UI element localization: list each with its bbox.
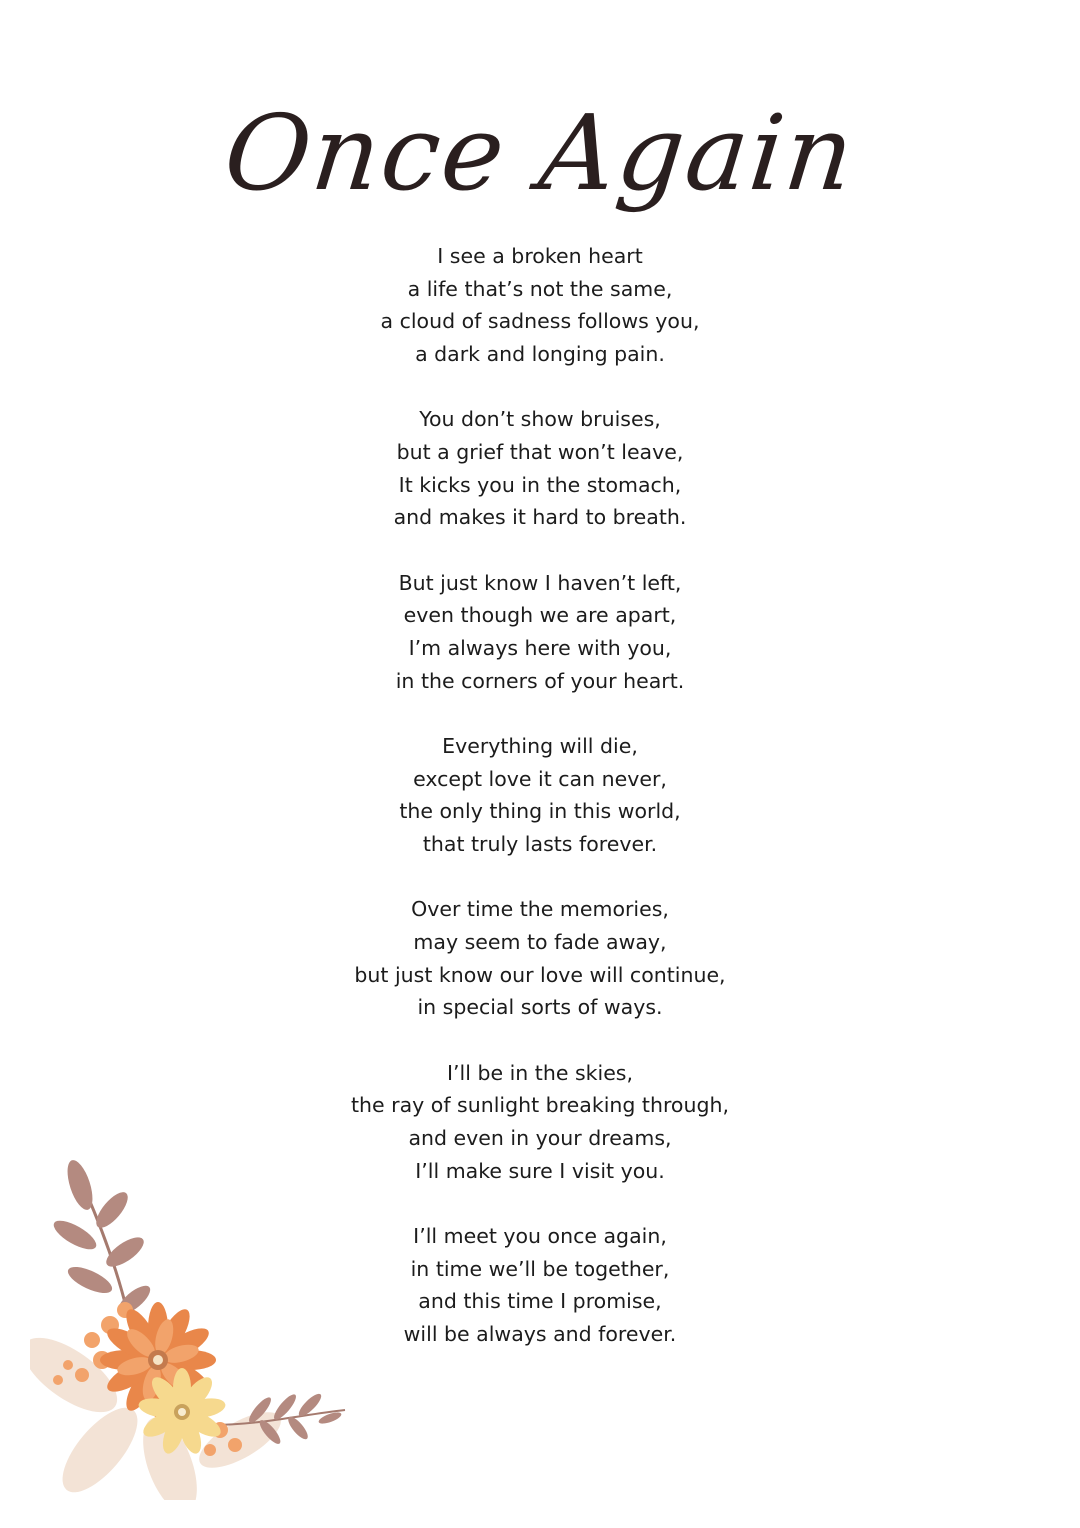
poem-line: except love it can never,	[413, 766, 667, 791]
poem-line: You don’t show bruises,	[419, 407, 661, 432]
stanza	[0, 730, 1080, 861]
poem-line: the only thing in this world,	[399, 799, 681, 824]
poem-line: and makes it hard to breath.	[393, 505, 687, 530]
stanza	[0, 240, 1080, 371]
poem-line: and this time I promise,	[418, 1289, 662, 1314]
poem-line: a dark and longing pain.	[415, 342, 665, 367]
poem-line: that truly lasts forever.	[422, 832, 658, 857]
stanza	[0, 403, 1080, 534]
poem-line: It kicks you in the stomach,	[398, 472, 682, 497]
poem-line: the ray of sunlight breaking through,	[350, 1093, 729, 1118]
poem-line: I’ll make sure I visit you.	[415, 1158, 665, 1183]
poem-line: I see a broken heart	[437, 244, 643, 268]
poem-line: in time we’ll be together,	[410, 1256, 670, 1281]
poem-line: but just know our love will continue,	[354, 962, 726, 987]
poem-line: Over time the memories,	[411, 897, 669, 922]
poem-line: will be always and forever.	[403, 1322, 677, 1347]
poem-title: Once Again	[219, 92, 861, 214]
poem-line: in special sorts of ways.	[417, 995, 663, 1020]
poem-line: and even in your dreams,	[408, 1126, 672, 1151]
poem-line: but a grief that won’t leave,	[396, 440, 684, 465]
poem-line: Everything will die,	[442, 734, 638, 759]
poem-line: But just know I haven’t left,	[398, 570, 682, 595]
poem-line: in the corners of your heart.	[395, 668, 685, 693]
stanza	[0, 893, 1080, 1024]
poem-line: even though we are apart,	[403, 603, 677, 628]
poem-line: a cloud of sadness follows you,	[380, 309, 700, 334]
poem-line: may seem to fade away,	[413, 930, 667, 955]
poem-line: I’ll meet you once again,	[413, 1224, 667, 1249]
poem-line: I’m always here with you,	[408, 636, 672, 661]
floral-bouquet-icon	[30, 1160, 360, 1500]
poem-line: I’ll be in the skies,	[446, 1060, 634, 1085]
poem-line: a life that’s not the same,	[407, 276, 673, 301]
stanza	[0, 567, 1080, 698]
